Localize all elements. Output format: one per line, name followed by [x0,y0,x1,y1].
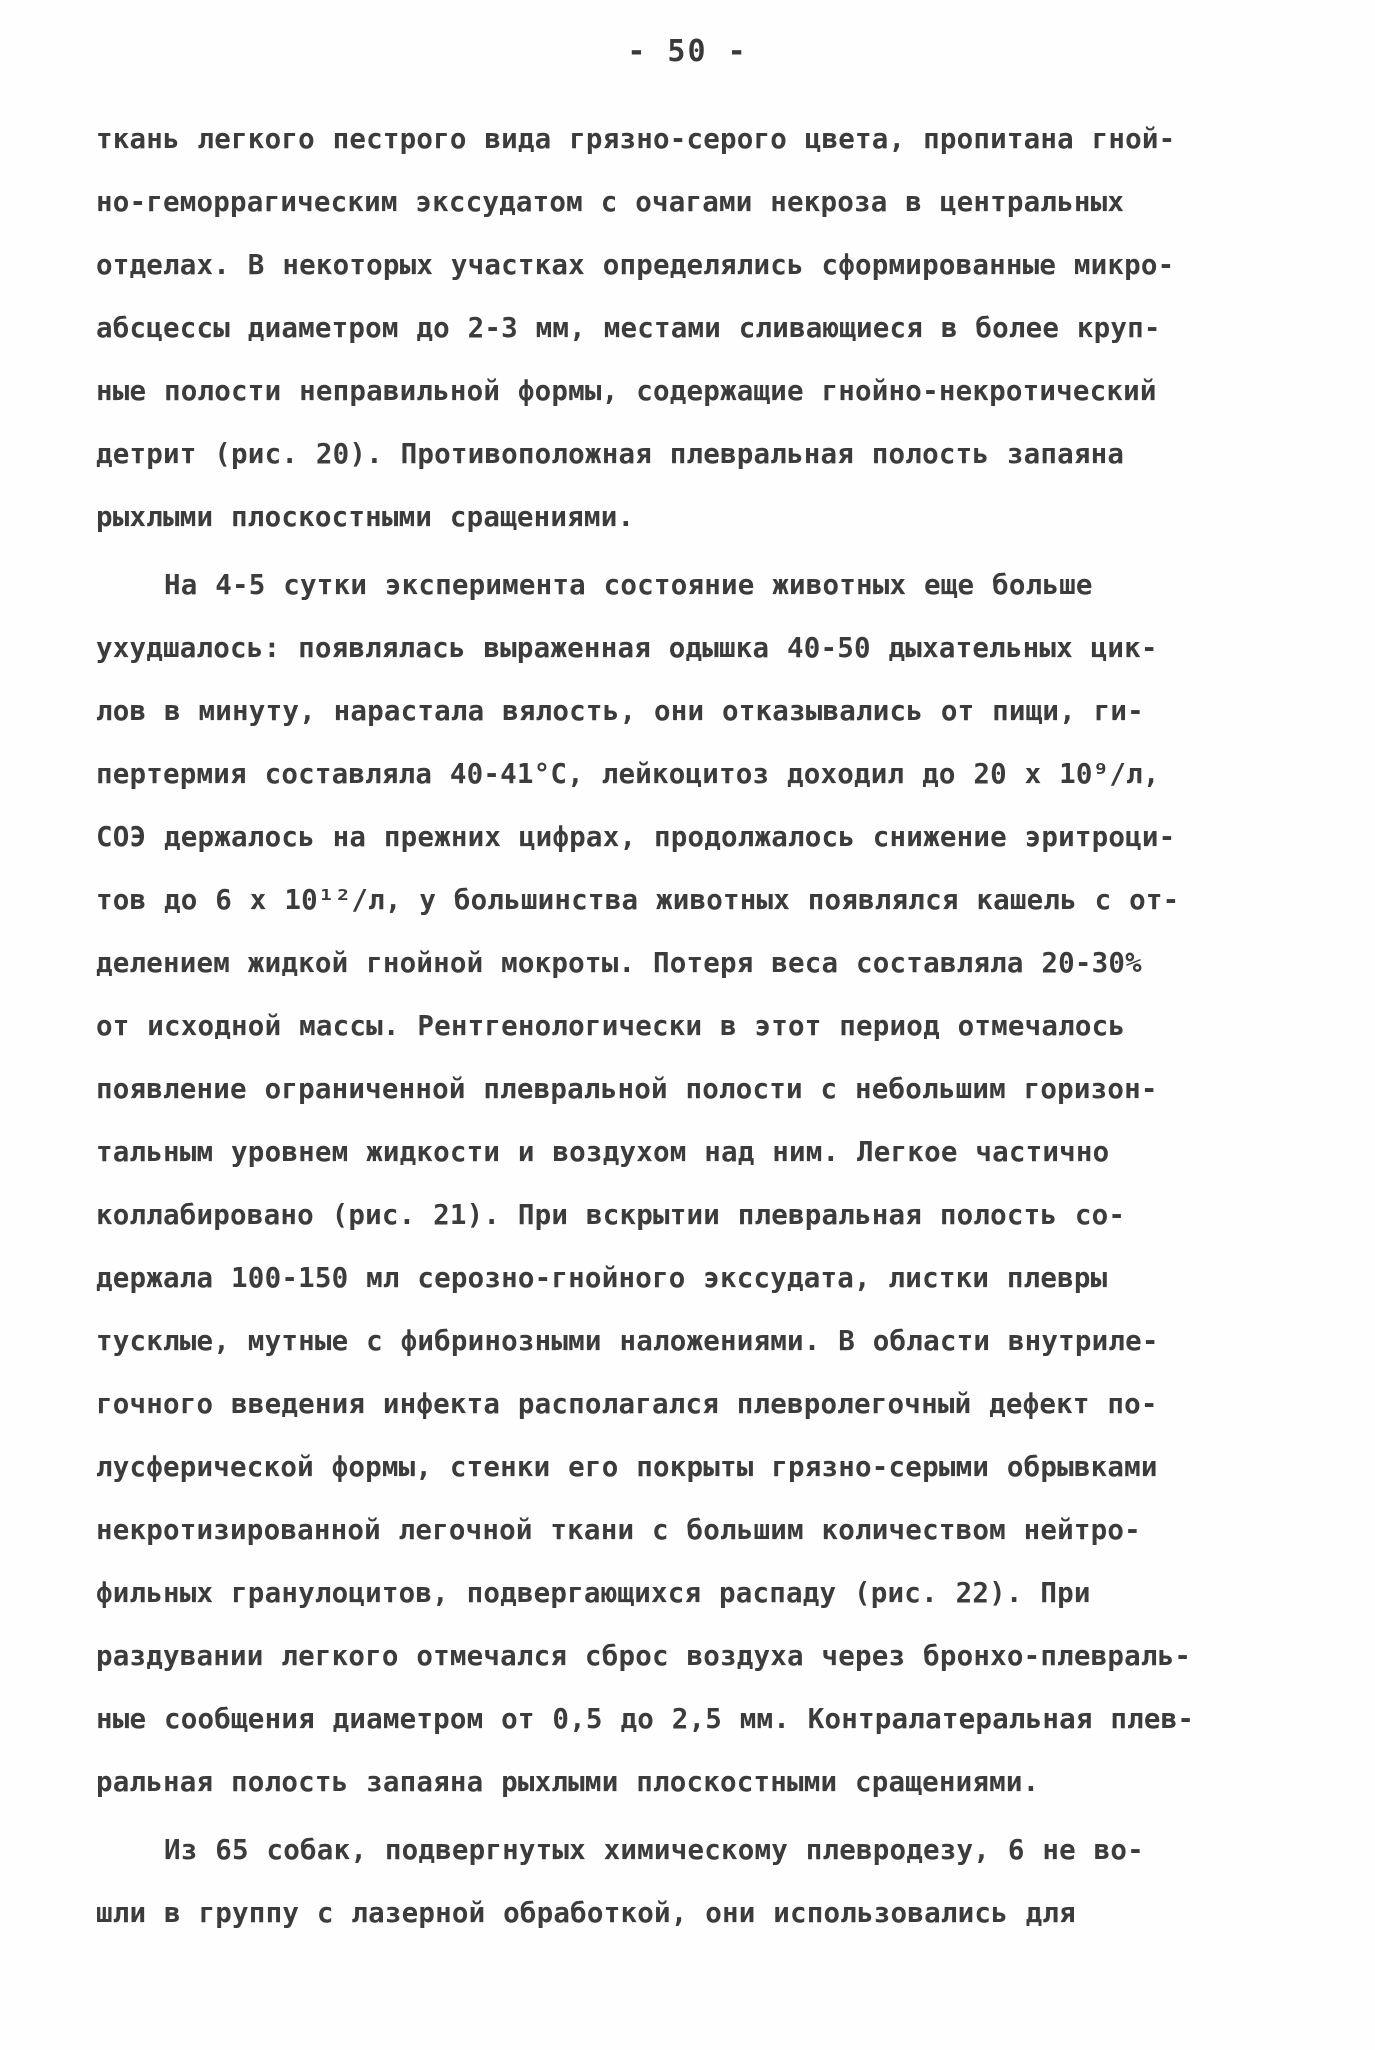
text-line: тальным уровнем жидкости и воздухом над ним. Легкое частично [96,1136,1110,1168]
text-line: детрит (рис. 20). Противоположная плевральная полость запаяна [96,438,1125,470]
text-line: лов в минуту, нарастала вялость, они отказывались от пищи, ги- [96,695,1144,727]
paragraph-2 [96,554,1276,1814]
text-line: фильных гранулоцитов, подвергающихся распаду (рис. 22). При [96,1577,1091,1609]
text-line: шли в группу с лазерной обработкой, они использовались для [96,1897,1076,1929]
text-line: ные сообщения диаметром от 0,5 до 2,5 мм. Контралатеральная плев- [96,1703,1195,1735]
text-line: но-геморрагическим экссудатом с очагами некроза в центральных [96,186,1125,218]
text-line: тов до 6 х 10¹²/л, у большинства животных появлялся кашель с от- [96,884,1180,916]
text-line: рыхлыми плоскостными сращениями. [96,501,635,533]
text-line: держала 100-150 мл серозно-гнойного экссудата, листки плевры [96,1262,1108,1294]
text-line: ные полости неправильной формы, содержащие гнойно-некротический [96,375,1157,407]
text-line: некротизированной легочной ткани с большим количеством нейтро- [96,1514,1141,1546]
paragraph-1 [96,108,1276,549]
text-line: лусферической формы, стенки его покрыты грязно-серыми обрывками [96,1451,1158,1483]
text-line: На 4-5 сутки эксперимента состояние животных еще больше [164,569,1093,601]
text-line: отделах. В некоторых участках определялись сформированные микро- [96,249,1175,281]
page-number: - 50 - [627,34,748,69]
text-line: ухудшалось: появлялась выраженная одышка 40-50 дыхательных цик- [96,632,1158,664]
text-line: тусклые, мутные с фибринозными наложениями. В области внутриле- [96,1325,1159,1357]
text-line: появление ограниченной плевральной полости с небольшим горизон- [96,1073,1158,1105]
text-line: делением жидкой гнойной мокроты. Потеря веса составляла 20-30% [96,947,1142,979]
text-line: СОЭ держалось на прежних цифрах, продолжалось снижение эритроци- [96,821,1176,853]
text-line: гочного введения инфекта располагался плевролегочный дефект по- [96,1388,1158,1420]
text-line: ральная полость запаяна рыхлыми плоскостными сращениями. [96,1766,1040,1798]
text-line: коллабировано (рис. 21). При вскрытии плевральная полость со- [96,1199,1126,1231]
text-line: ткань легкого пестрого вида грязно-серого цвета, пропитана гной- [96,123,1176,155]
text-line: раздувании легкого отмечался сброс воздуха через бронхо-плевраль- [96,1640,1192,1672]
text-line: пертермия составляла 40-41°С, лейкоцитоз доходил до 20 х 10⁹/л, [96,758,1160,790]
text-line: абсцессы диаметром до 2-3 мм, местами сливающиеся в более круп- [96,312,1161,344]
paragraph-3 [96,1819,1276,1945]
text-line: от исходной массы. Рентгенологически в этот период отмечалось [96,1010,1126,1042]
text-line: Из 65 собак, подвергнутых химическому плевродезу, 6 не во- [164,1834,1144,1866]
body-text [96,108,1276,1945]
